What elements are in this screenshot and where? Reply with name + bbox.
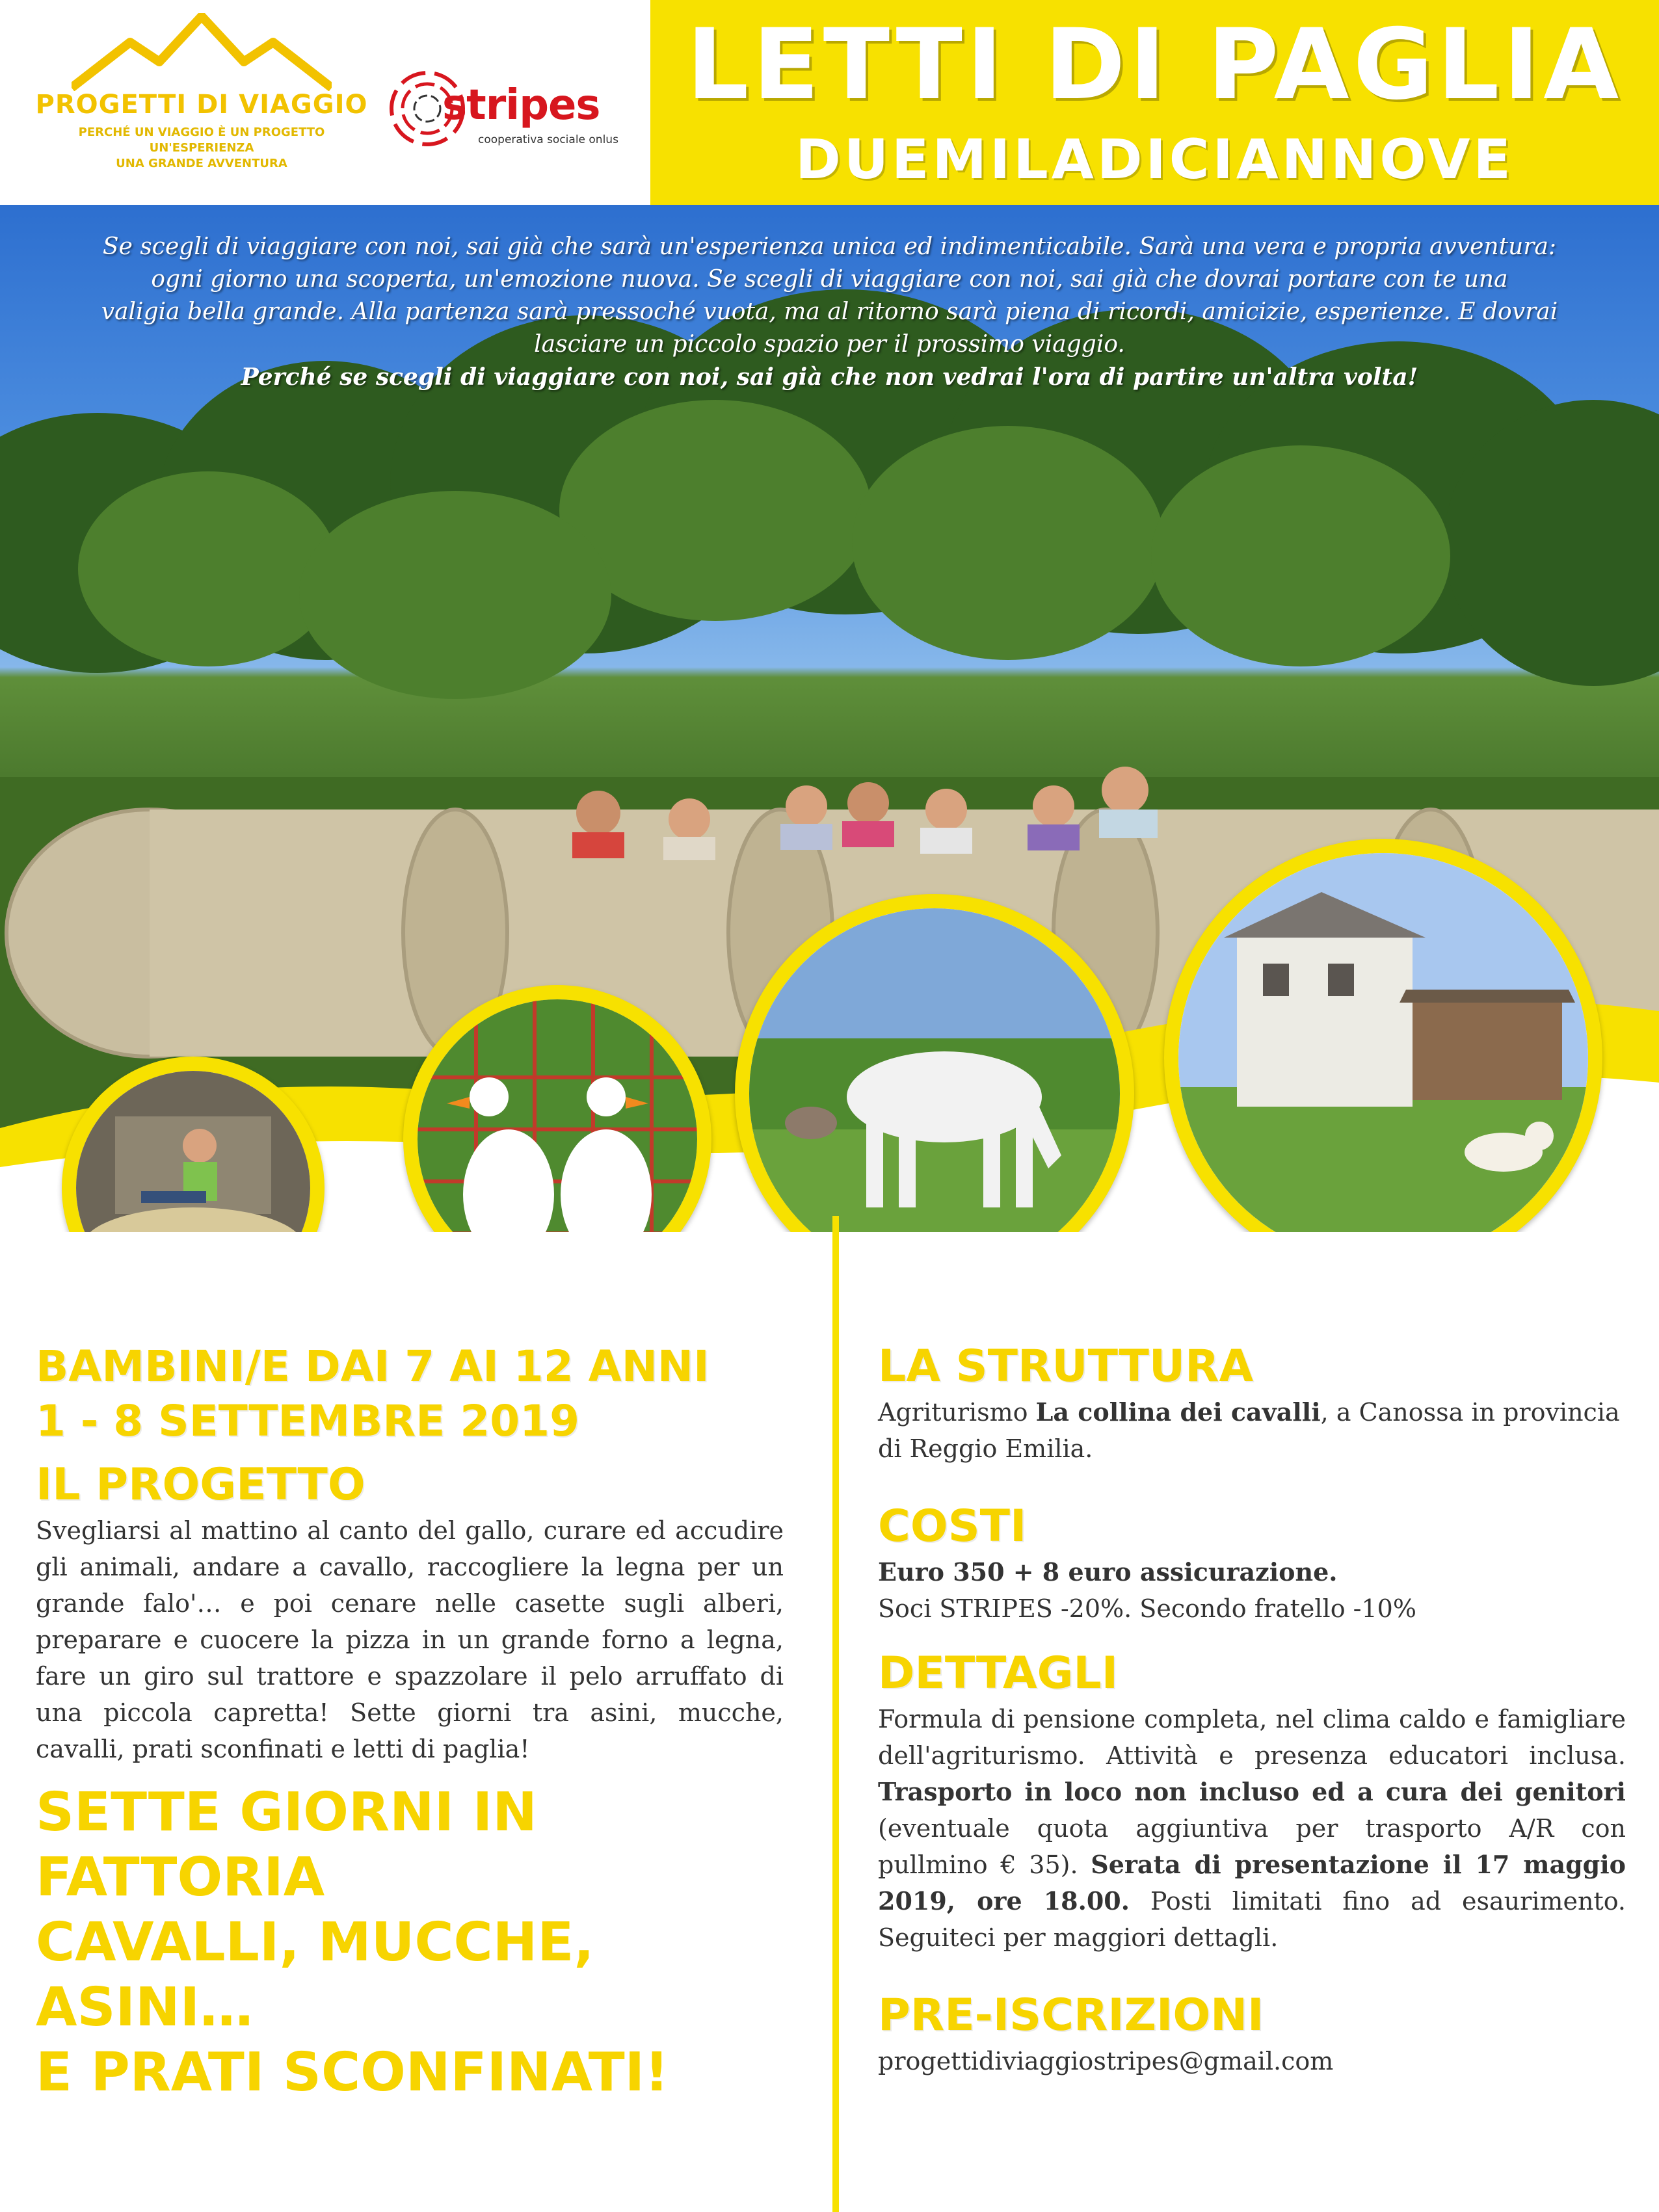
structure-text (878, 1394, 1626, 1467)
costs-text (878, 1554, 1626, 1627)
costs-price: Euro 350 + 8 euro assicurazione. (878, 1557, 1338, 1587)
farm-slogan (36, 1780, 784, 2105)
title-panel (650, 0, 1659, 205)
logo-panel (0, 0, 650, 205)
progetti-di-viaggio-logo (33, 13, 371, 176)
pdv-logo-name: PROGETTI DI VIAGGIO (35, 90, 368, 120)
column-divider (832, 1216, 839, 2212)
photo-farmhouse (1164, 839, 1602, 1277)
structure-heading: LA STRUTTURA (878, 1341, 1254, 1392)
farmhouse-illustration (1178, 853, 1588, 1263)
page-subtitle: DUEMILADICIANNOVE (795, 127, 1514, 191)
intro-line: lasciare un piccolo spazio per il prossimo viaggio. (534, 331, 1125, 358)
intro-text (39, 231, 1620, 393)
signup-heading: PRE-ISCRIZIONI (878, 1990, 1264, 2041)
pdv-tagline-line2: UNA GRANDE AVVENTURA (116, 157, 287, 170)
project-text: Svegliarsi al mattino al canto del gallo, curare ed accudire gli animali, andare a cavallo, raccogliere la legna per un grande falo'… e poi cenare nelle casette sugli alberi, preparare e cuocere la pizza in un grande forno a legna, fare un giro sul trattore e spazzolare il pelo arruffato di una piccola capretta! Sette giorni tra asini, mucche, cavalli, prati sconfinati e letti di paglia! (36, 1516, 784, 1763)
camp-dates: 1 - 8 SETTEMBRE 2019 (36, 1396, 579, 1446)
right-column (878, 1339, 1626, 2079)
structure-text-pre: Agriturismo (878, 1398, 1036, 1427)
slogan-line: CAVALLI, MUCCHE, ASINI… (36, 1912, 594, 2038)
details-text (878, 1701, 1626, 1956)
header (0, 0, 1659, 205)
details-text-2: (eventuale quota aggiuntiva per trasporto A/R con pullmino € 35). (878, 1814, 1626, 1879)
left-column (36, 1339, 784, 2105)
intro-line: ogni giorno una scoperta, un'emozione nuova. Se scegli di viaggiare con noi, sai già che dovrai portare con te una (151, 266, 1508, 293)
slogan-line: SETTE GIORNI IN FATTORIA (36, 1782, 537, 1908)
slogan-line: E PRATI SCONFINATI! (36, 2042, 669, 2103)
age-range: BAMBINI/E DAI 7 AI 12 ANNI (36, 1341, 710, 1391)
intro-line: valigia bella grande. Alla partenza sarà pressoché vuota, ma al ritorno sarà piena di ricordi, amicizie, esperienze. E dovrai (101, 298, 1558, 325)
intro-tagline: Perché se scegli di viaggiare con noi, sai già che non vedrai l'ora di partire un'altra volta! (241, 363, 1418, 391)
details-presentation-note: Serata di presentazione il 17 maggio 2019, ore 18.00. (878, 1850, 1626, 1916)
details-transport-note: Trasporto in loco non incluso ed a cura dei genitori (878, 1777, 1626, 1806)
costs-heading: COSTI (878, 1501, 1027, 1552)
costs-discounts: Soci STRIPES -20%. Secondo fratello -10% (878, 1594, 1416, 1623)
project-heading: IL PROGETTO (36, 1459, 365, 1510)
details-heading: DETTAGLI (878, 1648, 1119, 1699)
pdv-tagline-line1: PERCHÉ UN VIAGGIO È UN PROGETTO UN'ESPERIENZA (78, 125, 325, 155)
stripes-logo-subtitle: cooperativa sociale onlus (478, 133, 618, 146)
details-text-1: Formula di pensione completa, nel clima caldo e famigliare dell'agriturismo. Attività e presenza educatori inclusa. (878, 1705, 1626, 1770)
structure-text-post: , a Canossa in provincia di Reggio Emilia. (878, 1398, 1620, 1463)
stripes-logo (380, 62, 641, 153)
stripes-logo-name: stripes (442, 81, 600, 129)
structure-name: La collina dei cavalli (1035, 1397, 1321, 1427)
details-text-3: Posti limitati fino ad esaurimento. Seguiteci per maggiori dettagli. (878, 1887, 1626, 1952)
page-title: LETTI DI PAGLIA (686, 8, 1623, 122)
mountains-icon (72, 13, 332, 91)
intro-line: Se scegli di viaggiare con noi, sai già che sarà un'esperienza unica ed indimenticabile. Sarà una vera e propria avventura: (102, 233, 1557, 260)
signup-email[interactable]: progettidiviaggiostripes@gmail.com (878, 2047, 1334, 2075)
white-horse-illustration (749, 908, 1120, 1279)
pdv-logo-tagline (33, 125, 371, 172)
